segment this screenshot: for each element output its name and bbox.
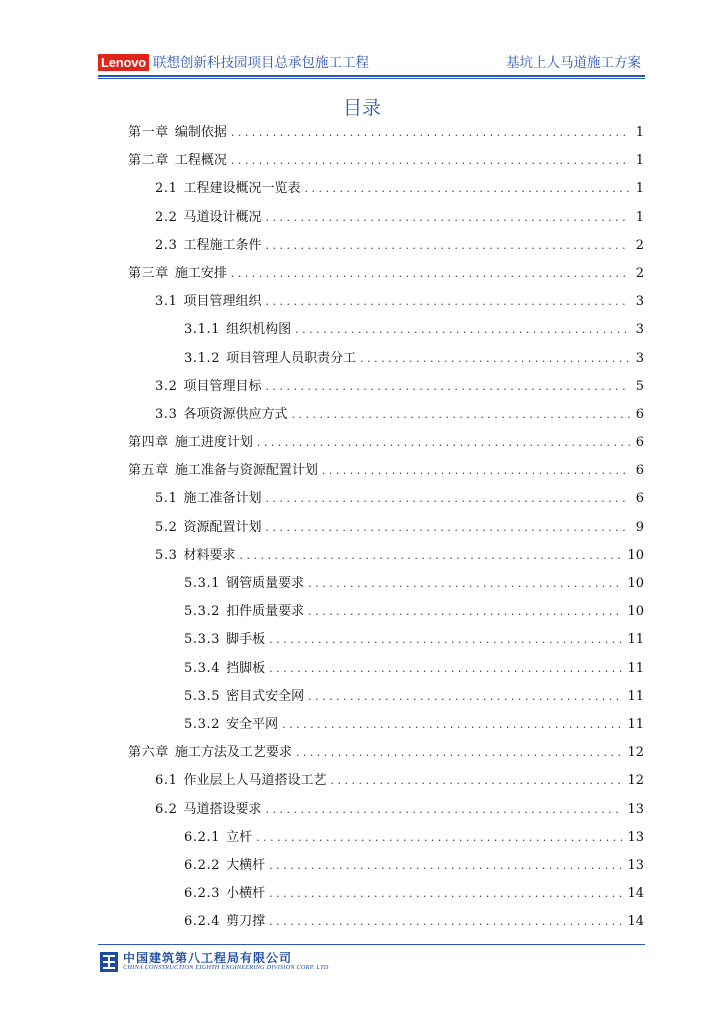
toc-dot-leader [308, 570, 623, 598]
toc-entry-title: 项目管理目标 [183, 378, 262, 394]
footer-company-cn: 中国建筑第八工程局有限公司 [123, 951, 293, 965]
toc-heading: 目录 [342, 97, 381, 119]
toc-entry-number: 5.3.2 [184, 716, 221, 732]
toc-entry[interactable] [128, 767, 644, 795]
toc-entry[interactable] [128, 429, 644, 457]
toc-dot-leader [269, 852, 623, 880]
toc-dot-leader [266, 485, 631, 513]
footer-rule [98, 944, 645, 945]
toc-entry-title: 工程建设概况一览表 [183, 181, 301, 197]
toc-page-number: 11 [627, 660, 644, 676]
toc-entry-title: 扣件质量要求 [226, 604, 305, 620]
toc-entry[interactable] [128, 175, 644, 203]
toc-page-number: 3 [635, 294, 644, 310]
toc-entry-number: 6.2.4 [184, 914, 221, 930]
toc-entry-number: 5.3.1 [184, 576, 221, 591]
toc-page-number: 9 [635, 519, 644, 535]
toc-entry[interactable] [128, 514, 644, 542]
toc-entry-number: 3.1 [155, 294, 178, 310]
toc-dot-leader [308, 683, 623, 711]
toc-page-number: 6 [635, 435, 644, 451]
toc-page-number: 6 [635, 406, 644, 422]
toc-entry[interactable] [128, 683, 644, 711]
toc-page-number: 11 [627, 716, 644, 732]
toc-entry-title: 脚手板 [226, 632, 266, 648]
toc-entry[interactable] [128, 852, 644, 880]
toc-entry-title: 立杆 [226, 829, 253, 845]
toc-page-number: 6 [635, 491, 644, 507]
toc-entry-title: 各项资源供应方式 [183, 406, 288, 422]
toc-entry-title: 资源配置计划 [183, 519, 262, 535]
page-header [98, 52, 643, 74]
toc-entry[interactable] [128, 739, 644, 767]
toc-entry[interactable] [128, 345, 644, 373]
table-of-contents [128, 119, 644, 936]
toc-entry-number: 5.3.5 [184, 688, 221, 704]
toc-page-number: 13 [627, 857, 644, 873]
document-title: 基坑上人马道施工方案 [506, 55, 641, 71]
toc-entry[interactable] [128, 232, 644, 260]
toc-entry-number: 3.1.2 [184, 350, 221, 366]
toc-entry[interactable] [128, 655, 644, 683]
toc-entry[interactable] [128, 316, 644, 344]
toc-page-number: 10 [627, 604, 644, 620]
toc-entry-number: 2.2 [155, 209, 178, 225]
toc-page-number: 3 [635, 350, 644, 366]
toc-entry-number: 2.1 [155, 181, 178, 197]
toc-entry[interactable] [128, 626, 644, 654]
toc-page-number: 12 [627, 745, 644, 761]
toc-dot-leader [256, 824, 623, 852]
toc-dot-leader [231, 147, 630, 175]
toc-entry-number: 5.3 [155, 547, 178, 563]
toc-entry[interactable] [128, 260, 644, 288]
toc-dot-leader [331, 767, 624, 795]
toc-entry[interactable] [128, 204, 644, 232]
toc-page-number: 1 [635, 209, 644, 225]
toc-entry-title: 施工安排 [174, 265, 227, 281]
toc-entry-title: 施工进度计划 [174, 435, 253, 451]
toc-page-number: 5 [635, 378, 644, 394]
toc-dot-leader [269, 908, 623, 936]
toc-entry[interactable] [128, 908, 644, 936]
toc-entry-number: 5.1 [155, 491, 178, 507]
toc-dot-leader [308, 598, 623, 626]
toc-entry-number: 6.2.1 [184, 829, 221, 845]
toc-entry-number: 5.3.4 [184, 660, 221, 676]
toc-dot-leader [269, 655, 623, 683]
toc-page-number: 6 [635, 463, 644, 479]
toc-page-number: 10 [627, 547, 644, 563]
toc-entry[interactable] [128, 542, 644, 570]
toc-page-number: 1 [635, 153, 644, 169]
toc-entry-number: 2.3 [155, 237, 178, 253]
toc-page-number: 13 [627, 801, 644, 817]
toc-entry-number: 3.3 [155, 406, 178, 422]
toc-entry-number: 第二章 [128, 153, 169, 169]
toc-dot-leader [295, 316, 630, 344]
toc-page-number: 1 [635, 181, 644, 197]
toc-dot-leader [266, 796, 624, 824]
toc-page-number: 13 [627, 829, 644, 845]
toc-dot-leader [360, 345, 630, 373]
toc-dot-leader [296, 739, 624, 767]
toc-dot-leader [322, 457, 630, 485]
toc-dot-leader [231, 119, 630, 147]
toc-dot-leader [231, 260, 630, 288]
toc-dot-leader [266, 204, 631, 232]
toc-dot-leader [266, 288, 631, 316]
toc-entry-title: 施工方法及工艺要求 [174, 745, 292, 761]
toc-entry-title: 大横杆 [226, 857, 266, 873]
toc-entry-title: 小横杆 [226, 886, 266, 902]
toc-entry-number: 6.2 [155, 801, 178, 817]
toc-entry-title: 组织机构图 [226, 322, 292, 338]
toc-entry-number: 第一章 [128, 125, 169, 140]
toc-dot-leader [269, 880, 623, 908]
toc-entry-number: 3.2 [155, 378, 178, 394]
toc-dot-leader [266, 232, 631, 260]
toc-entry[interactable] [128, 824, 644, 852]
toc-entry-number: 6.2.2 [184, 857, 221, 873]
toc-entry-number: 第四章 [128, 435, 169, 451]
toc-page-number: 2 [635, 237, 644, 253]
toc-dot-leader [269, 626, 623, 654]
toc-entry-number: 6.1 [155, 773, 178, 789]
toc-entry-title: 钢管质量要求 [226, 576, 305, 591]
toc-page-number: 14 [627, 886, 644, 902]
toc-entry-number: 5.3.3 [184, 632, 221, 648]
toc-page-number: 11 [627, 632, 644, 648]
toc-entry-title: 工程施工条件 [183, 237, 262, 253]
header-rule [98, 75, 645, 77]
toc-entry[interactable] [128, 119, 644, 147]
toc-entry-number: 6.2.3 [184, 886, 221, 902]
toc-entry[interactable] [128, 711, 644, 739]
toc-entry[interactable] [128, 288, 644, 316]
toc-entry-title: 编制依据 [174, 125, 227, 140]
toc-entry-title: 安全平网 [226, 716, 279, 732]
lenovo-logo: Lenovo [98, 54, 149, 71]
header-rule-thin [98, 78, 645, 79]
toc-dot-leader [305, 175, 631, 203]
toc-entry-number: 第三章 [128, 265, 169, 281]
toc-entry-title: 项目管理组织 [183, 294, 262, 310]
toc-entry[interactable] [128, 796, 644, 824]
toc-entry-number: 第五章 [128, 463, 169, 479]
toc-entry[interactable] [128, 880, 644, 908]
toc-entry[interactable] [128, 401, 644, 429]
toc-entry-title: 施工准备计划 [183, 491, 262, 507]
toc-entry-title: 密目式安全网 [226, 688, 305, 704]
toc-dot-leader [282, 711, 623, 739]
toc-entry[interactable] [128, 373, 644, 401]
toc-page-number: 12 [627, 773, 644, 789]
toc-dot-leader [257, 429, 630, 457]
toc-dot-leader [292, 401, 631, 429]
toc-entry[interactable] [128, 598, 644, 626]
toc-entry-title: 施工准备与资源配置计划 [174, 463, 318, 479]
toc-dot-leader [266, 373, 631, 401]
toc-entry[interactable] [128, 485, 644, 513]
toc-entry-number: 第六章 [128, 745, 169, 761]
toc-page-number: 11 [627, 688, 644, 704]
toc-entry-number: 3.1.1 [184, 322, 221, 338]
toc-entry-title: 作业层上人马道搭设工艺 [183, 773, 327, 789]
toc-entry[interactable] [128, 147, 644, 175]
toc-entry-title: 工程概况 [174, 153, 227, 169]
toc-entry[interactable] [128, 457, 644, 485]
toc-page-number: 3 [635, 322, 644, 338]
toc-page-number: 10 [627, 576, 644, 591]
project-title: 联想创新科技园项目总承包施工工程 [153, 55, 369, 71]
toc-page-number: 2 [635, 265, 644, 281]
toc-entry-title: 马道搭设要求 [183, 801, 262, 817]
toc-entry-title: 剪刀撑 [226, 914, 266, 930]
cscec-logo-icon [100, 952, 118, 972]
toc-page-number: 14 [627, 914, 644, 930]
toc-entry-title: 材料要求 [183, 547, 236, 563]
toc-entry-number: 5.2 [155, 519, 178, 535]
toc-page-number: 1 [635, 125, 644, 140]
toc-dot-leader [240, 542, 624, 570]
toc-entry-title: 挡脚板 [226, 660, 266, 676]
toc-entry-title: 项目管理人员职责分工 [226, 350, 357, 366]
footer-company-en: CHINA CONSTRUCTION EIGHTH ENGINEERING DIVISION CORP. LTD [123, 964, 329, 971]
toc-entry-number: 5.3.2 [184, 604, 221, 620]
toc-entry-title: 马道设计概况 [183, 209, 262, 225]
toc-entry[interactable] [128, 570, 644, 598]
toc-dot-leader [266, 514, 631, 542]
